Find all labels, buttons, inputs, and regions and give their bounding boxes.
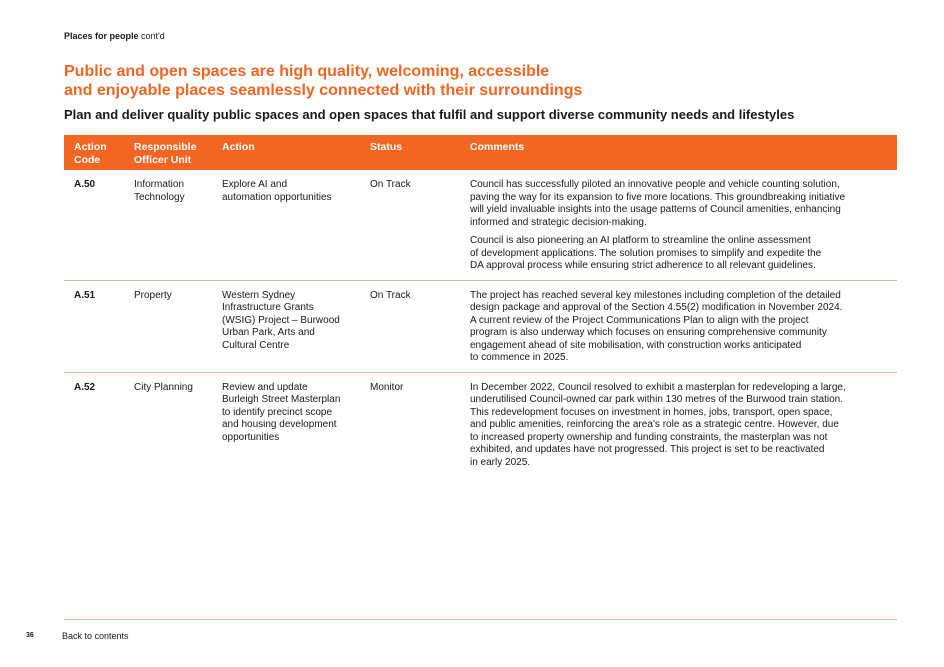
header-responsible-officer-unit: Responsible Officer Unit [124, 135, 212, 170]
running-head [64, 31, 165, 41]
page-title-line-1: Public and open spaces are high quality, welcoming, accessible [64, 63, 550, 80]
header-status: Status [360, 135, 460, 170]
actions-table [64, 135, 897, 476]
action-description: Review and update Burleigh Street Masterplan to identify precinct scope and housing development opportunities [222, 381, 341, 443]
header-action-code: Action Code [64, 135, 124, 170]
officer-unit: City Planning [134, 381, 193, 393]
action-description: Explore AI and automation opportunities [222, 179, 332, 203]
page-subtitle: Plan and deliver quality public spaces and open spaces that fulfil and support diverse community needs and lifestyles [64, 107, 795, 122]
status: On Track [370, 289, 411, 301]
table-header-row [64, 135, 897, 170]
page-number: 36 [26, 632, 34, 639]
section-suffix: cont'd [141, 31, 165, 41]
page-title-line-2: and enjoyable places seamlessly connected with their surroundings [64, 82, 583, 99]
section-name: Places for people [64, 31, 139, 41]
comments: In December 2022, Council resolved to exhibit a masterplan for redeveloping a large, underutilised Council-owned car park within 130 metres of the Burwood train station. This redevelopment focuses on investment in homes, jobs, transport, open space, and public amenities, reinforcing the area’s role as a strategic centre. However, due to increased property ownership and funding constraints, the masterplan was not exhibited, and updates have not progressed. This project is set to be reactivated in early 2025. [470, 381, 846, 468]
action-code: A.50 [74, 179, 96, 190]
officer-unit: Property [134, 289, 172, 301]
table-row [64, 170, 897, 280]
table-row [64, 372, 897, 476]
officer-unit: Information Technology [134, 179, 185, 203]
status: Monitor [370, 381, 404, 393]
action-description: Western Sydney Infrastructure Grants (WSIG) Project – Burwood Urban Park, Arts and Cultural Centre [222, 289, 340, 351]
comments: Council has successfully piloted an innovative people and vehicle counting solution, paving the way for its expansion to five more locations. This groundbreaking initiative will yield invaluable insights into the usage patterns of Council amenities, enhancing informed and strategic decision-making. Council is also pioneering an AI platform to streamline the online assessment of development applications. The solution promises to simplify and expedite the DA approval process while ensuring strict adherence to all relevant guidelines. [470, 179, 846, 271]
action-code: A.51 [74, 289, 96, 301]
header-action: Action [212, 135, 360, 170]
status: On Track [370, 179, 411, 190]
header-comments: Comments [460, 135, 897, 170]
action-code: A.52 [74, 381, 96, 393]
page-title [64, 62, 864, 100]
comments: The project has reached several key milestones including completion of the detailed design package and approval of the Section 4.55(2) modification in November 2024. A current review of the Project Communications Plan to align with the project program is also underway which focuses on ensuring comprehensive community engagement ahead of site mobilisation, with construction works anticipated to commence in 2025. [470, 289, 843, 363]
footer-divider [64, 619, 897, 620]
back-to-contents-link[interactable]: Back to contents [62, 631, 129, 641]
table-row [64, 280, 897, 372]
